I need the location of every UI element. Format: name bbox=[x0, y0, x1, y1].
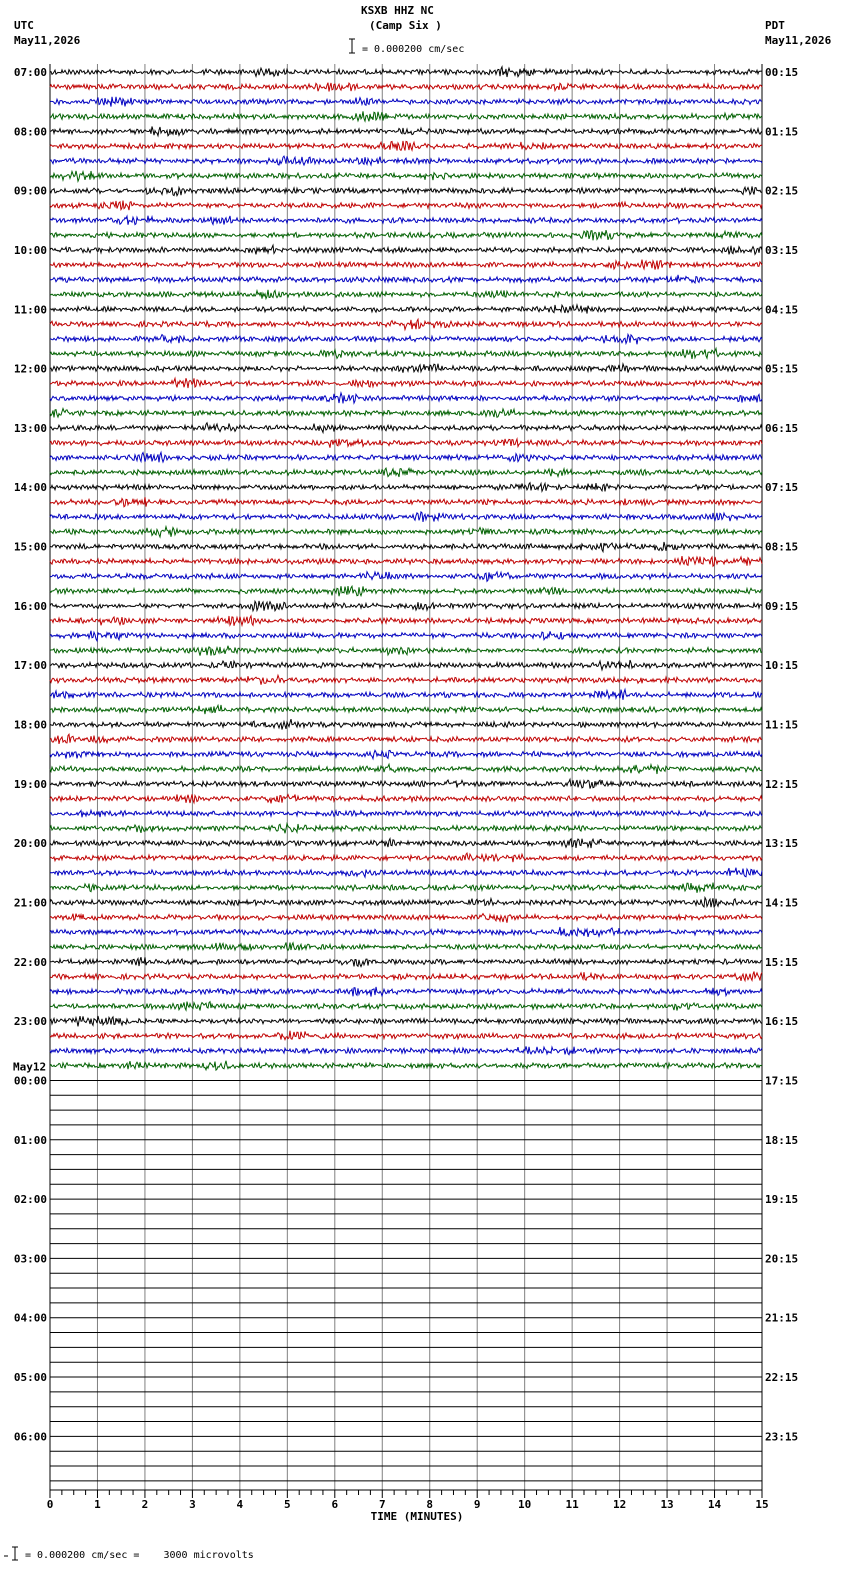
seismic-trace bbox=[50, 497, 762, 507]
left-timezone: UTC bbox=[14, 19, 34, 32]
seismic-trace bbox=[50, 1031, 762, 1040]
pdt-hour-label: 15:15 bbox=[765, 955, 799, 969]
trace-group bbox=[50, 67, 762, 1070]
seismic-trace bbox=[50, 216, 762, 225]
pdt-hour-label: 16:15 bbox=[765, 1015, 799, 1029]
utc-hour-label: 05:00 bbox=[13, 1371, 47, 1385]
seismic-trace bbox=[50, 898, 762, 908]
pdt-hour-label: 03:15 bbox=[765, 243, 799, 257]
utc-hour-label: 23:00 bbox=[13, 1015, 47, 1029]
time-tick-label: 7 bbox=[378, 1498, 386, 1511]
seismic-trace bbox=[50, 97, 762, 107]
time-tick-label: 2 bbox=[141, 1498, 149, 1511]
seismic-trace bbox=[50, 675, 762, 684]
utc-hour-label: 19:00 bbox=[13, 777, 47, 791]
seismic-trace bbox=[50, 690, 762, 700]
time-tick-label: 8 bbox=[426, 1498, 434, 1511]
seismic-trace bbox=[50, 512, 762, 522]
utc-hour-label: 07:00 bbox=[13, 66, 47, 79]
seismic-trace bbox=[50, 364, 762, 373]
seismic-trace bbox=[50, 957, 762, 966]
seismic-trace bbox=[50, 987, 762, 997]
time-tick-label: 3 bbox=[189, 1498, 196, 1511]
seismic-trace bbox=[50, 719, 762, 729]
utc-hour-label: 02:00 bbox=[13, 1193, 47, 1207]
seismic-trace bbox=[50, 348, 762, 359]
seismic-trace bbox=[50, 1061, 762, 1070]
seismic-trace bbox=[50, 378, 762, 388]
seismic-trace bbox=[50, 601, 762, 611]
seismic-trace bbox=[50, 439, 762, 448]
seismic-trace bbox=[50, 1002, 762, 1011]
pdt-hour-label: 08:15 bbox=[765, 540, 799, 554]
footer-scale-label: = 0.000200 cm/sec = 3000 microvolts bbox=[25, 1550, 254, 1561]
pdt-hour-label: 10:15 bbox=[765, 659, 799, 673]
utc-hour-label: 13:00 bbox=[13, 421, 47, 435]
utc-hour-label: 12:00 bbox=[13, 362, 47, 376]
utc-hour-label: 11:00 bbox=[13, 303, 47, 317]
utc-hour-label: 15:00 bbox=[13, 540, 47, 554]
time-tick-label: 13 bbox=[660, 1498, 674, 1511]
time-tick-label: 15 bbox=[755, 1498, 769, 1511]
utc-hour-label: 09:00 bbox=[13, 184, 47, 198]
seismic-trace bbox=[50, 290, 762, 299]
seismic-trace bbox=[50, 646, 762, 656]
scale-label: = 0.000200 cm/sec bbox=[362, 44, 465, 55]
seismic-trace bbox=[50, 883, 762, 893]
right-date: May11,2026 bbox=[765, 34, 832, 47]
utc-hour-label: 21:00 bbox=[13, 896, 47, 910]
seismic-trace bbox=[50, 868, 762, 877]
seismic-trace bbox=[50, 171, 762, 181]
scale-bar-icon bbox=[349, 39, 355, 53]
right-timezone: PDT bbox=[765, 19, 785, 32]
time-tick-label: 11 bbox=[565, 1498, 579, 1511]
seismic-trace bbox=[50, 572, 762, 582]
seismic-trace bbox=[50, 127, 762, 136]
time-tick-label: 1 bbox=[94, 1498, 101, 1511]
seismic-trace bbox=[50, 764, 762, 774]
seismic-trace bbox=[50, 452, 762, 462]
seismic-trace bbox=[50, 779, 762, 788]
x-axis-label: TIME (MINUTES) bbox=[370, 1510, 464, 1523]
pdt-hour-label: 11:15 bbox=[765, 718, 799, 732]
utc-hour-label: 18:00 bbox=[13, 718, 47, 732]
time-tick-label: 12 bbox=[612, 1498, 627, 1511]
seismic-trace bbox=[50, 972, 762, 981]
seismic-trace bbox=[50, 1046, 762, 1054]
pdt-hour-label: 20:15 bbox=[765, 1252, 799, 1266]
time-tick-label: 0 bbox=[46, 1498, 54, 1511]
seismic-trace bbox=[50, 914, 762, 923]
utc-hour-label: 16:00 bbox=[13, 599, 47, 613]
seismic-trace bbox=[50, 527, 762, 537]
seismic-trace bbox=[50, 734, 762, 744]
seismic-trace bbox=[50, 824, 762, 834]
utc-hour-label: 06:00 bbox=[13, 1430, 47, 1444]
seismic-trace bbox=[50, 705, 762, 714]
seismic-trace bbox=[50, 794, 762, 803]
utc-hour-label: 22:00 bbox=[13, 955, 47, 969]
seismic-trace bbox=[50, 750, 762, 758]
pdt-hour-label: 12:15 bbox=[765, 777, 799, 791]
left-date: May11,2026 bbox=[14, 34, 81, 47]
seismic-trace bbox=[50, 468, 762, 477]
seismic-trace bbox=[50, 334, 762, 344]
label-group bbox=[13, 66, 798, 1511]
station-name: (Camp Six ) bbox=[369, 19, 442, 32]
utc-hour-label: 08:00 bbox=[13, 125, 47, 139]
seismic-trace bbox=[50, 943, 762, 951]
pdt-hour-label: 02:15 bbox=[765, 184, 799, 198]
seismic-trace bbox=[50, 141, 762, 151]
seismic-trace bbox=[50, 423, 762, 433]
utc-hour-label: 03:00 bbox=[13, 1252, 47, 1266]
pdt-hour-label: 14:15 bbox=[765, 896, 799, 910]
pdt-hour-label: 07:15 bbox=[765, 481, 799, 495]
pdt-hour-label: 21:15 bbox=[765, 1311, 799, 1325]
seismic-trace bbox=[50, 1016, 762, 1026]
seismic-trace bbox=[50, 556, 762, 566]
seismic-trace bbox=[50, 67, 762, 77]
pdt-hour-label: 19:15 bbox=[765, 1193, 799, 1207]
pdt-hour-label: 09:15 bbox=[765, 599, 799, 613]
utc-hour-label: 00:00 bbox=[13, 1074, 47, 1088]
seismic-trace bbox=[50, 616, 762, 626]
time-tick-label: 6 bbox=[331, 1498, 339, 1511]
seismic-trace bbox=[50, 660, 762, 670]
seismic-trace bbox=[50, 305, 762, 314]
utc-hour-label: 14:00 bbox=[13, 481, 47, 495]
utc-hour-label: 01:00 bbox=[13, 1133, 47, 1147]
seismic-trace bbox=[50, 409, 762, 418]
utc-hour-label: 20:00 bbox=[13, 837, 47, 851]
seismic-trace bbox=[50, 839, 762, 849]
time-tick-label: 5 bbox=[284, 1498, 291, 1511]
seismic-trace bbox=[50, 853, 762, 862]
pdt-hour-label: 01:15 bbox=[765, 125, 799, 139]
day-change-label: May12 bbox=[13, 1060, 47, 1074]
seismic-trace bbox=[50, 260, 762, 270]
chart-title: KSXB HHZ NC bbox=[361, 4, 434, 17]
pdt-hour-label: 04:15 bbox=[765, 303, 799, 317]
seismic-trace bbox=[50, 186, 762, 195]
seismic-trace bbox=[50, 542, 762, 552]
seismic-trace bbox=[50, 83, 762, 92]
seismic-trace bbox=[50, 156, 762, 165]
seismic-trace bbox=[50, 319, 762, 329]
utc-hour-label: 10:00 bbox=[13, 243, 47, 257]
seismic-trace bbox=[50, 230, 762, 240]
pdt-hour-label: 00:15 bbox=[765, 66, 799, 79]
seismic-trace bbox=[50, 201, 762, 211]
time-tick-label: 4 bbox=[236, 1498, 244, 1511]
pdt-hour-label: 06:15 bbox=[765, 421, 799, 435]
time-tick-label: 14 bbox=[707, 1498, 722, 1511]
seismic-trace bbox=[50, 810, 762, 817]
seismic-trace bbox=[50, 927, 762, 937]
seismic-trace bbox=[50, 393, 762, 404]
pdt-hour-label: 05:15 bbox=[765, 362, 799, 376]
time-tick-label: 10 bbox=[518, 1498, 532, 1511]
pdt-hour-label: 13:15 bbox=[765, 837, 799, 851]
seismic-trace bbox=[50, 111, 762, 121]
time-tick-label: 9 bbox=[473, 1498, 481, 1511]
utc-hour-label: 17:00 bbox=[13, 659, 47, 673]
footer-scale-bar-icon bbox=[4, 1547, 18, 1560]
pdt-hour-label: 23:15 bbox=[765, 1430, 799, 1444]
seismic-trace bbox=[50, 483, 762, 492]
seismic-trace bbox=[50, 631, 762, 641]
pdt-hour-label: 17:15 bbox=[765, 1074, 799, 1088]
seismic-trace bbox=[50, 245, 762, 254]
pdt-hour-label: 22:15 bbox=[765, 1371, 799, 1385]
seismic-trace bbox=[50, 586, 762, 596]
utc-hour-label: 04:00 bbox=[13, 1311, 47, 1325]
pdt-hour-label: 18:15 bbox=[765, 1133, 799, 1147]
seismic-trace bbox=[50, 275, 762, 283]
